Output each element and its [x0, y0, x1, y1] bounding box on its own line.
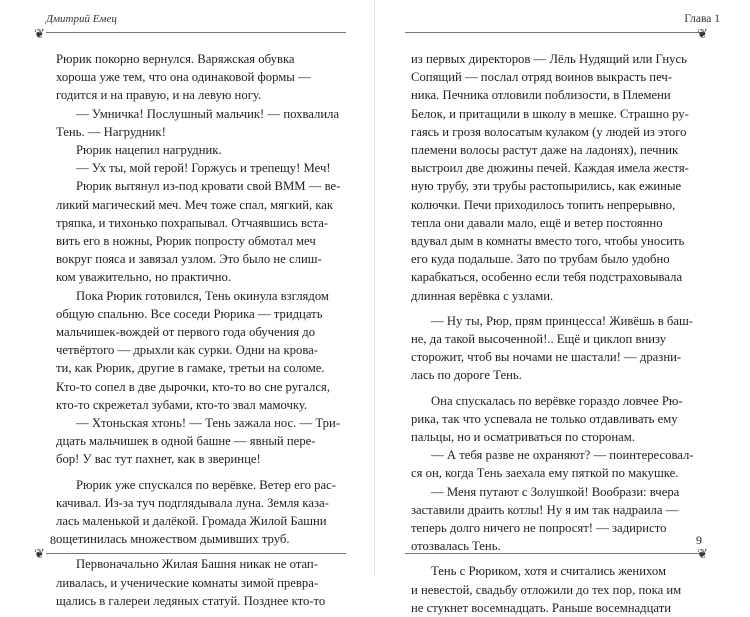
text-line: Рюрик вытянул из-под кровати свой ВММ — ве- [76, 179, 341, 194]
corner-ornament-icon: ❦ [34, 26, 45, 41]
text-line: Белок, и притащили в школу в мешке. Страшно ру- [411, 106, 689, 121]
running-head-author: Дмитрий Емец [46, 13, 117, 25]
corner-ornament-icon: ❦ [697, 546, 708, 561]
running-head-chapter: Глава 1 [684, 13, 720, 25]
right-page-body [411, 50, 699, 617]
text-line: кто-то скрежетал зубами, кто-то звал мамочку. [56, 397, 308, 412]
text-line: племени волосы растут даже на ладонях), печник [411, 143, 679, 158]
page-number: 9 [696, 533, 702, 547]
corner-ornament-icon: ❦ [697, 26, 708, 41]
text-line: — Ну ты, Рюр, прям принцесса! Живёшь в баш- [431, 313, 693, 328]
text-line: ника. Печника отловили поблизости, в Племени [411, 88, 671, 103]
text-line: колючки. Печи приходилось топить непрерывно, [411, 197, 676, 212]
text-line: — Меня путают с Золушкой! Вообрази: вчера [431, 484, 680, 499]
text-line: ную трубу, эти трубы растопырились, как ежиные [411, 179, 682, 194]
text-line: лась по дороге Тень. [411, 368, 522, 383]
text-line: Рюрик нацепил нагрудник. [76, 143, 222, 158]
text-line: мальчишек-вождей от первого года обучения до [56, 325, 316, 340]
header-rule [46, 32, 346, 33]
text-line: ощетинилась множеством дымивших труб. [56, 532, 290, 547]
text-line: сторожит, чтоб вы ночами не шастали! — дразни- [411, 350, 682, 365]
text-line: из первых директоров — Лёль Нудящий или Гнусь [411, 52, 687, 66]
text-line: не стукнет восемнадцать. Раньше восемнадцати [411, 600, 672, 615]
header-rule [405, 32, 705, 33]
text-line: длинная верёвка с узлами. [411, 288, 554, 303]
text-line: вдувал дым в комнаты вместо того, чтобы уносить [411, 234, 685, 249]
text-line: вить его в ножны, Рюрик попросту обмотал меч [56, 234, 316, 249]
text-line: тепла они давали мало, ещё и ветер постоянно [411, 215, 663, 230]
text-line: ся он, когда Тень заехала ему пяткой по макушке. [411, 466, 679, 481]
text-line: ти, как Рюрик, другие в гамаке, третьи на соломе. [56, 361, 325, 376]
text-line: Первоначально Жилая Башня никак не отап- [76, 557, 318, 572]
text-line: Она спускалась по верёвке гораздо ловчее Рю- [431, 393, 683, 408]
text-line: заставили драить котлы! Ну я им так надраила — [411, 502, 679, 517]
text-line: — Хтоньская хтонь! — Тень зажала нос. — Три- [76, 416, 340, 431]
text-line: годится и на правую, и на левую ногу. [56, 88, 262, 103]
text-line: Пока Рюрик готовился, Тень окинула взглядом [76, 288, 329, 303]
text-line: щались в галереи ледяных статуй. Позднее кто-то [56, 593, 326, 608]
text-line: теперь долго ничего не попросят! — задиристо [411, 521, 667, 536]
text-line: качивал. Из-за туч подглядывала луна. Земля каза- [56, 495, 329, 510]
text-line: и невестой, свадьбу отложили до тех пор, пока им [411, 582, 682, 597]
right-page [375, 0, 750, 615]
text-line: не, да такой высоченной!.. Ещё и циклоп внизу [411, 332, 667, 347]
left-page [0, 0, 375, 608]
text-line: выстроил две дюжины печей. Каждая имела жестя- [411, 161, 689, 176]
text-line: Кто-то сопел в две дырочки, кто-то во сне ругался, [56, 379, 330, 394]
left-page-body [56, 50, 344, 610]
text-line: рика, так что успевала не только отдавливать ему [411, 411, 678, 426]
text-line: тряпка, и тихонько похрапывал. Отчаявшись вста- [56, 215, 329, 230]
text-line: общую спальню. Все соседи Рюрика — тридцать [56, 306, 323, 321]
text-line: бор! У вас тут пахнет, как в зверинце! [56, 452, 261, 467]
text-line: гаясь и грозя волосатым кулаком (у людей из этого [411, 124, 687, 139]
text-line: отозвалась Тень. [411, 539, 501, 554]
text-line: ком уважительно, но практично. [56, 270, 232, 285]
text-line: — Умничка! Послушный мальчик! — похвалила [76, 106, 340, 121]
text-line: его куда подальше. Зато по трубам было удобно [411, 252, 670, 267]
text-line: — А тебя разве не охраняют? — поинтересовал- [431, 448, 694, 463]
text-line: ливалась, и ученические комнаты зимой превра- [56, 575, 319, 590]
text-line: четвёртого — дрыхли как сурки. Одни на крова- [56, 343, 319, 358]
corner-ornament-icon: ❦ [34, 546, 45, 561]
text-line: карабкаться, особенно если тебя подстраховывала [411, 270, 683, 285]
footer-rule [405, 553, 705, 554]
text-line: Тень с Рюриком, хотя и считались женихом [431, 564, 666, 579]
text-line: вокруг пояса и завязал узлом. Это было не слиш- [56, 252, 322, 267]
text-line: ликий магический меч. Меч тоже спал, мягкий, как [56, 197, 334, 212]
footer-rule [46, 553, 346, 554]
text-line: Рюрик уже спускался по верёвке. Ветер его рас- [76, 477, 336, 492]
text-line: — Ух ты, мой герой! Горжусь и трепещу! Меч! [76, 161, 331, 176]
text-line: Сопящий — послал отряд воинов выкрасть печ- [411, 70, 672, 85]
text-line: хороша уже тем, что она одинаковой формы — [56, 70, 311, 85]
page-number: 8 [50, 533, 56, 547]
text-line: лась маленькой и далёкой. Громада Жилой Башни [56, 514, 327, 529]
text-line: Рюрик покорно вернулся. Варяжская обувка [56, 52, 295, 66]
text-line: дцать мальчишек в одной башне — явный пере- [56, 434, 316, 449]
text-line: пальцы, но и осматриваться по сторонам. [411, 430, 636, 445]
text-line: Тень. — Нагрудник! [56, 124, 166, 139]
